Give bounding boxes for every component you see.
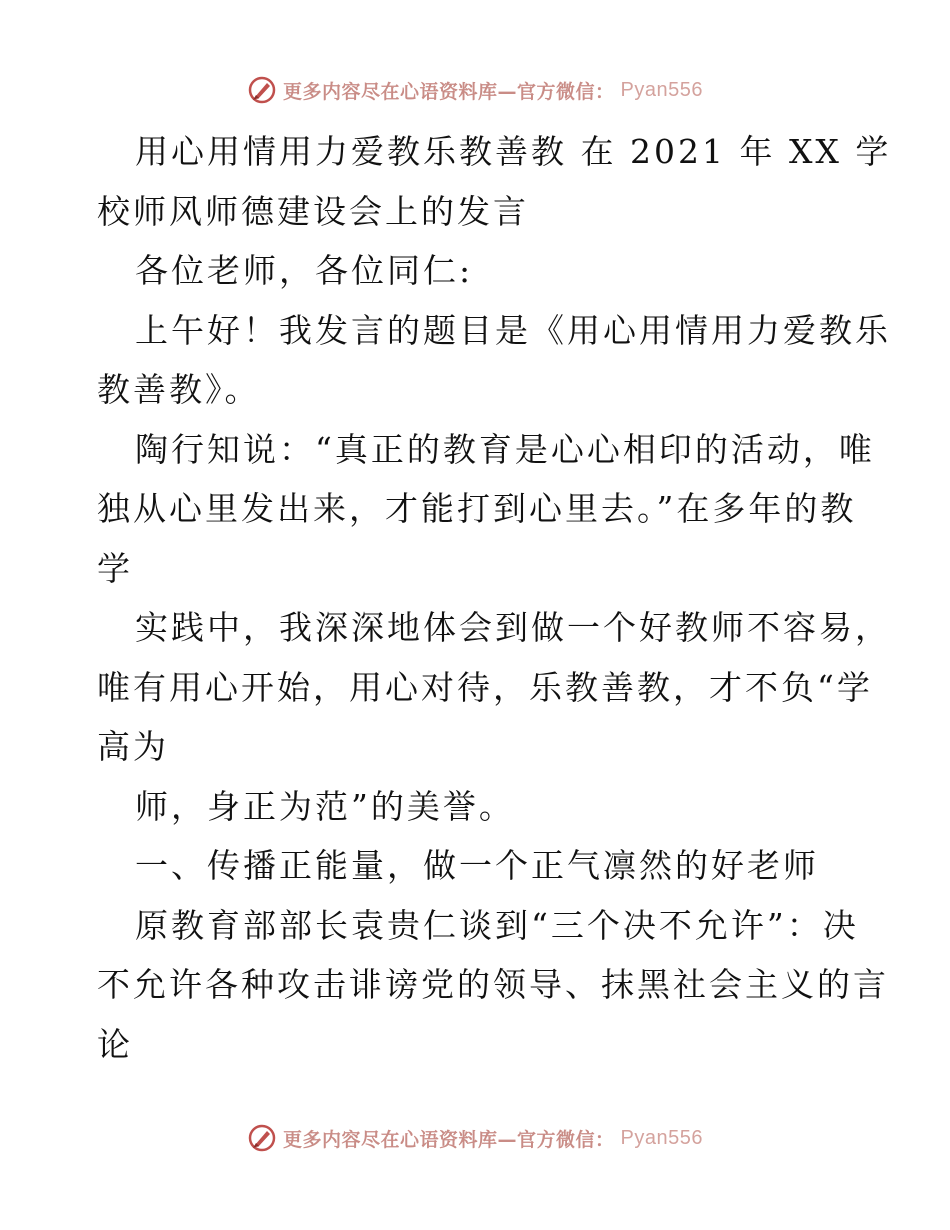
pen-logo-icon [247,1123,277,1153]
text-line: 学 [97,548,133,588]
text-line: 师，身正为范”的美誉。 [135,786,515,826]
document-body [97,122,892,1074]
text-line: 独从心里发出来，才能打到心里去。”在多年的教 [97,489,857,528]
text-line: 各位老师，各位同仁: [135,251,474,290]
text-line: 用心用情用力爱教乐教善教 在 2021 年 XX 学 [135,132,892,171]
text-line: 原教育部部长袁贵仁谈到“三个决不允许”：决 [135,905,859,945]
text-line: 教善教》。 [97,370,261,409]
watermark-footer [0,1118,950,1158]
text-line: 论 [97,1024,133,1064]
text-line: 一、传播正能量，做一个正气凛然的好老师 [135,846,819,885]
text-line: 校师风师德建设会上的发言 [97,191,529,231]
watermark-wechat-id: Pyan556 [620,1126,703,1149]
text-line: 不允许各种攻击诽谤党的领导、抹黑社会主义的言 [97,965,889,1004]
text-line: 高为 [97,727,169,766]
pen-logo-icon [247,75,277,105]
watermark-text: 更多内容尽在心语资料库—官方微信： [283,80,615,103]
text-line: 上午好！我发言的题目是《用心用情用力爱教乐 [135,310,891,350]
watermark-wechat-id: Pyan556 [620,78,703,101]
text-line: 实践中，我深深地体会到做一个好教师不容易， [135,608,891,647]
watermark-header [0,70,950,110]
text-line: 陶行知说：“真正的教育是心心相印的活动，唯 [135,429,875,469]
watermark-text: 更多内容尽在心语资料库—官方微信： [283,1128,615,1151]
text-line: 唯有用心开始，用心对待，乐教善教，才不负“学 [97,667,873,707]
